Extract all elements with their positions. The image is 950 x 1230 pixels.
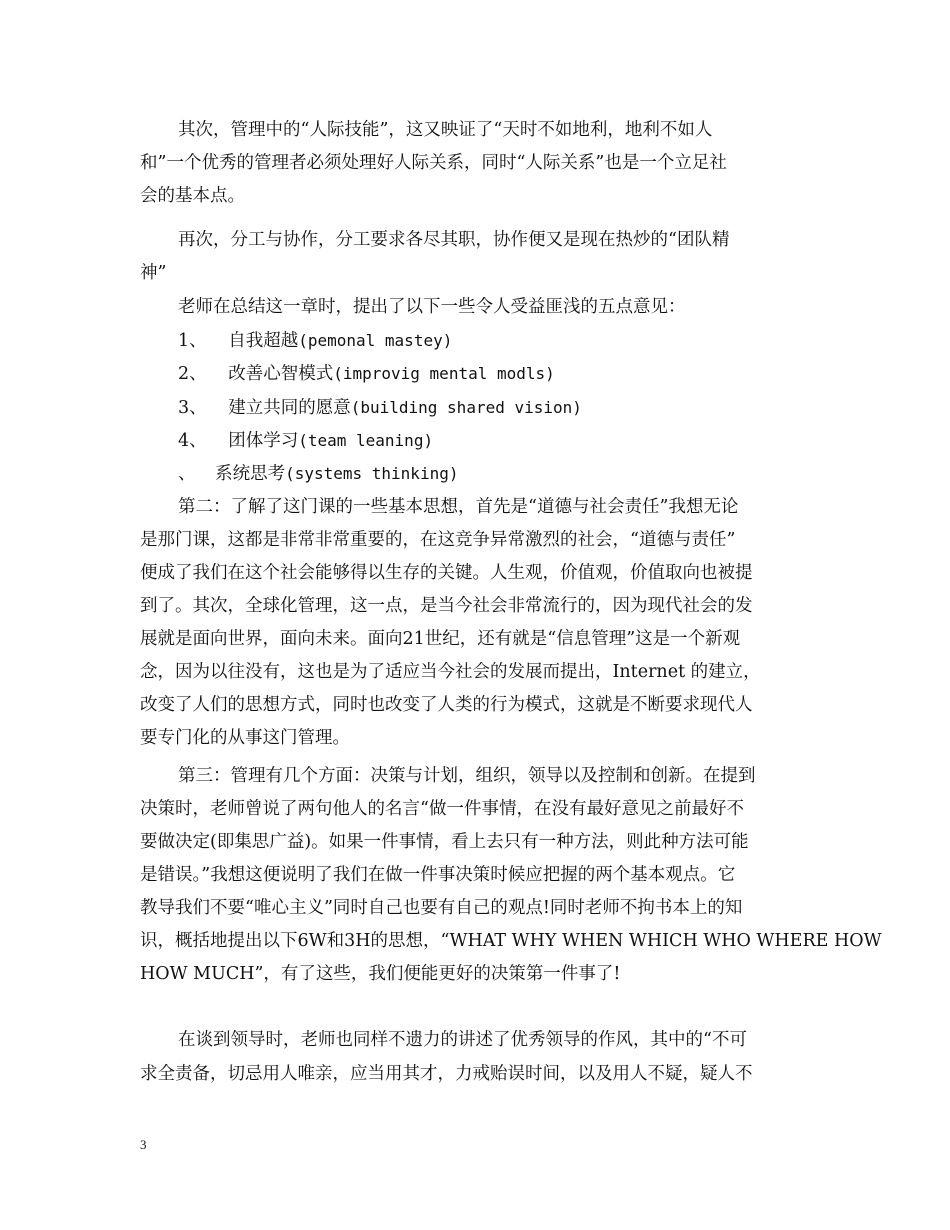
para6-line2: 求全责备，切忌用人唯亲，应当用其才，力戒贻误时间，以及用人不疑，疑人不: [140, 1064, 753, 1084]
para4-line4: 到了。其次，全球化管理，这一点，是当今社会非常流行的，因为现代社会的发: [140, 596, 753, 616]
list-item-number: 4、: [178, 431, 207, 451]
para3-line1: 老师在总结这一章时，提出了以下一些令人受益匪浅的五点意见：: [178, 297, 686, 317]
list-item: [178, 424, 433, 457]
para1-line3: 会的基本点。: [140, 186, 245, 206]
list-item-number: 3、: [178, 398, 207, 418]
list-item-en: (improvig mental modls): [333, 364, 555, 383]
para1-line2: 和”一个优秀的管理者必须处理好人际关系，同时“人际关系”也是一个立足社: [140, 153, 727, 173]
para5-line3: 要做决定(即集思广益)。如果一件事情，看上去只有一种方法，则此种方法可能: [140, 832, 749, 852]
para4-line1: 第二：了解了这门课的一些基本思想，首先是“道德与社会责任”我想无论: [178, 497, 739, 517]
list-item: [178, 357, 555, 390]
para6-line1: 在谈到领导时，老师也同样不遗力的讲述了优秀领导的作风，其中的“不可: [178, 1030, 747, 1050]
para4-line7: 改变了人们的思想方式，同时也改变了人类的行为模式，这就是不断要求现代人: [140, 695, 753, 715]
list-item-zh: 团体学习: [228, 431, 299, 451]
list-item-number: 、: [178, 464, 196, 484]
list-item-en: (pemonal mastey): [298, 331, 453, 350]
para4-line6: 念，因为以往没有，这也是为了适应当今社会的发展而提出，Internet 的建立，: [140, 662, 761, 682]
list-item: [178, 457, 458, 490]
list-item-en: (systems thinking): [285, 464, 459, 483]
list-item: [178, 391, 582, 424]
para1-line1: 其次，管理中的“人际技能”，这又映证了“天时不如地利，地利不如人: [178, 120, 713, 140]
list-item-zh: 建立共同的愿意: [228, 398, 351, 418]
para5-line6: 识，概括地提出以下6W和3H的思想，“WHAT WHY WHEN WHICH WHO WHERE HOW: [140, 931, 882, 951]
list-item-number: 2、: [178, 364, 207, 384]
list-item-zh: 自我超越: [228, 331, 299, 351]
para5-line2: 决策时，老师曾说了两句他人的名言“做一件事情，在没有最好意见之前最好不: [140, 799, 744, 819]
list-item-en: (building shared vision): [350, 398, 582, 417]
para2-line1: 再次，分工与协作，分工要求各尽其职，协作便又是现在热炒的“团队精: [178, 230, 730, 250]
para5-line5: 教导我们不要“唯心主义”同时自己也要有自己的观点!同时老师不拘书本上的知: [140, 898, 743, 918]
para4-line8: 要专门化的从事这门管理。: [140, 728, 350, 748]
para5-line7: HOW MUCH”，有了这些，我们便能更好的决策第一件事了!: [140, 964, 621, 984]
para2-line2: 神”: [140, 263, 167, 283]
para5-line1: 第三：管理有几个方面：决策与计划，组织，领导以及控制和创新。在提到: [178, 766, 756, 786]
page-number: 3: [140, 1137, 147, 1152]
list-item-zh: 改善心智模式: [228, 364, 334, 384]
list-item-number: 1、: [178, 331, 207, 351]
para4-line5: 展就是面向世界，面向未来。面向21世纪，还有就是“信息管理”这是一个新观: [140, 629, 741, 649]
para5-line4: 是错误。”我想这便说明了我们在做一件事决策时候应把握的两个基本观点。它: [140, 865, 736, 885]
list-item: [178, 324, 452, 357]
para4-line2: 是那门课，这都是非常非常重要的，在这竞争异常激烈的社会，“道德与责任”: [140, 530, 736, 550]
list-item-zh: 系统思考: [215, 464, 286, 484]
para4-line3: 便成了我们在这个社会能够得以生存的关键。人生观，价值观，价值取向也被提: [140, 563, 753, 583]
list-item-en: (team leaning): [298, 431, 434, 450]
